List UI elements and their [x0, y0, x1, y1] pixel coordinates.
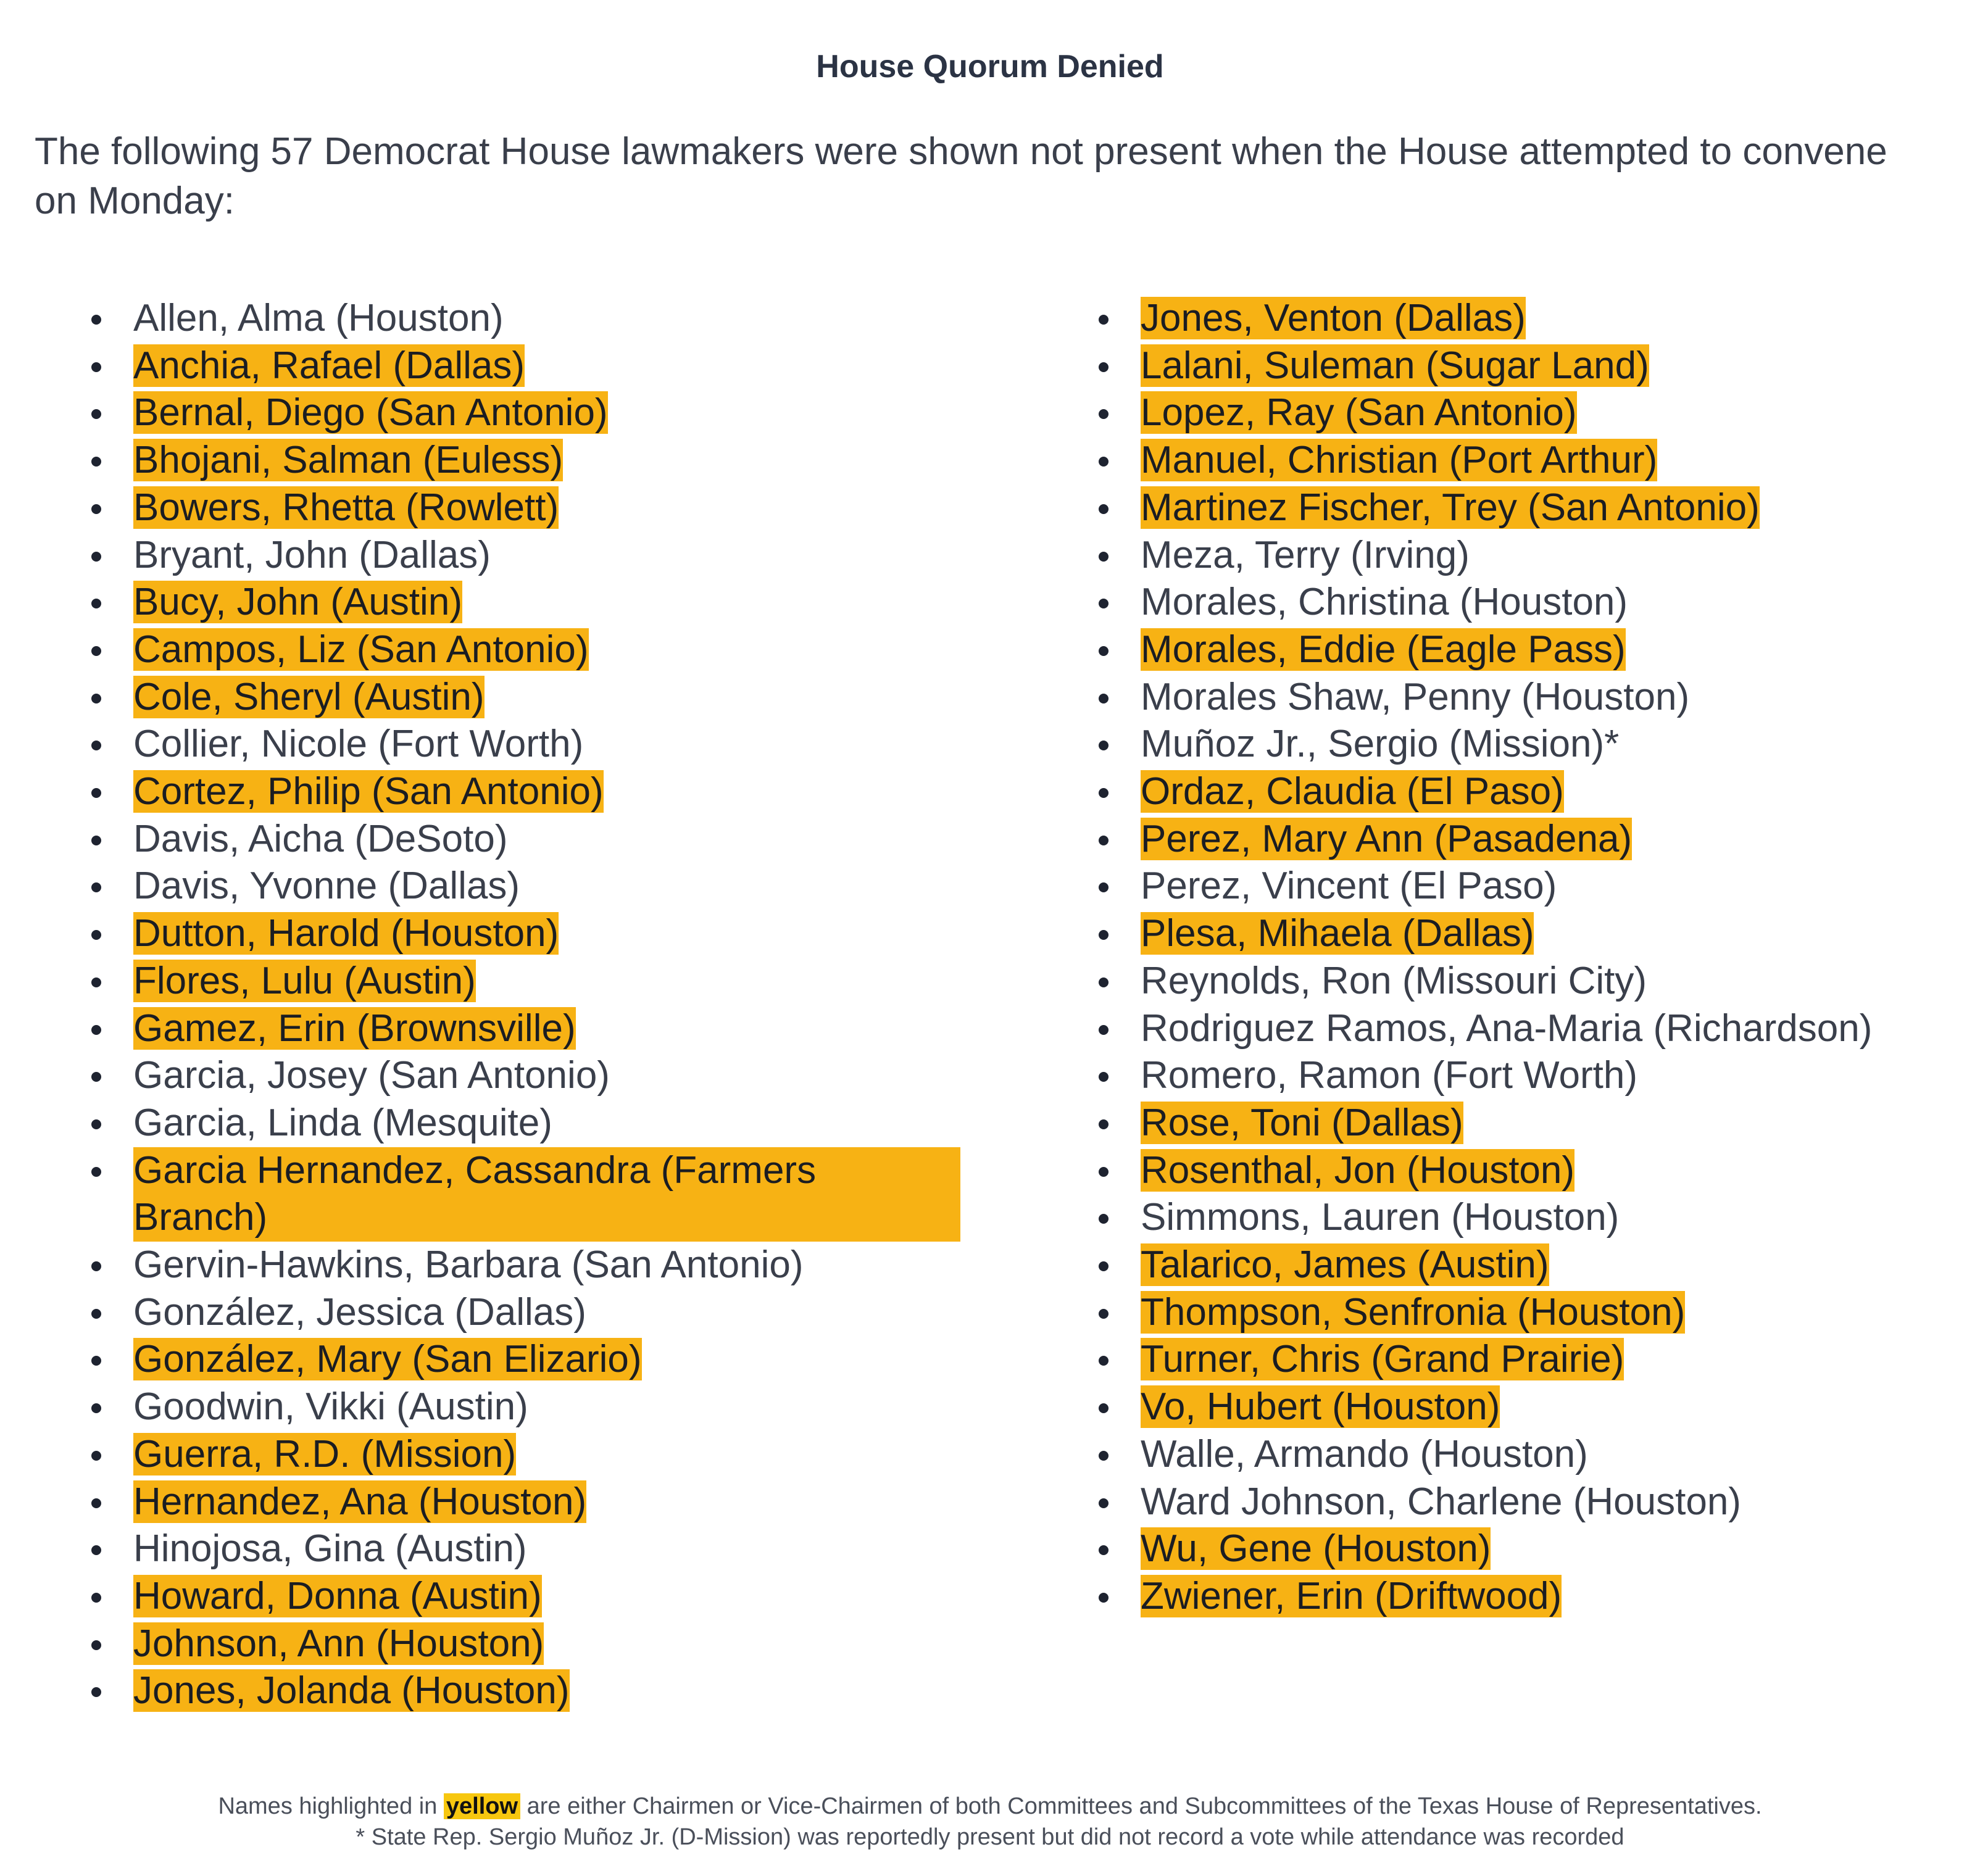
bullet-icon — [1099, 836, 1109, 845]
bullet-icon — [1099, 977, 1109, 987]
list-item — [86, 721, 1049, 768]
lawmaker-name: Talarico, James (Austin) — [1141, 1243, 1549, 1287]
lawmaker-name: Rose, Toni (Dallas) — [1141, 1101, 1463, 1144]
bullet-icon — [91, 599, 101, 608]
lawmaker-name: Perez, Vincent (El Paso) — [1141, 865, 1557, 908]
bullet-icon — [91, 788, 101, 798]
bullet-icon — [91, 1640, 101, 1650]
list-item — [1094, 1289, 1970, 1337]
lawmaker-name: González, Mary (San Elizario) — [133, 1338, 642, 1381]
lawmaker-name: Johnson, Ann (Houston) — [133, 1622, 544, 1665]
list-item — [86, 1242, 1049, 1289]
lawmaker-name: Bryant, John (Dallas) — [133, 533, 491, 576]
bullet-icon — [1099, 741, 1109, 750]
list-item — [86, 295, 1049, 342]
lawmaker-name: Ordaz, Claudia (El Paso) — [1141, 770, 1564, 813]
list-item — [1094, 958, 1970, 1005]
lawmaker-name: Davis, Aicha (DeSoto) — [133, 817, 508, 860]
bullet-icon — [1099, 409, 1109, 419]
list-item — [1094, 579, 1970, 626]
list-item — [86, 910, 1049, 958]
bullet-icon — [1099, 930, 1109, 940]
lawmaker-name: Cole, Sheryl (Austin) — [133, 675, 485, 718]
list-item — [86, 1147, 1049, 1242]
list-item — [1094, 674, 1970, 721]
lawmaker-name: Martinez Fischer, Trey (San Antonio) — [1141, 486, 1760, 529]
list-item — [86, 1431, 1049, 1479]
bullet-icon — [91, 977, 101, 987]
bullet-icon — [91, 457, 101, 467]
list-item — [86, 579, 1049, 626]
lawmaker-name: Dutton, Harold (Houston) — [133, 912, 559, 955]
list-item — [86, 342, 1049, 390]
list-item — [1094, 1525, 1970, 1573]
list-item — [1094, 1052, 1970, 1100]
lawmaker-name: Garcia, Josey (San Antonio) — [133, 1054, 610, 1097]
bullet-icon — [1099, 1403, 1109, 1413]
lawmaker-name: Walle, Armando (Houston) — [1141, 1432, 1588, 1475]
bullet-icon — [91, 1025, 101, 1035]
bullet-icon — [1099, 315, 1109, 325]
lawmaker-name: Manuel, Christian (Port Arthur) — [1141, 439, 1658, 482]
lawmaker-name: Rosenthal, Jon (Houston) — [1141, 1148, 1575, 1192]
bullet-icon — [1099, 362, 1109, 372]
bullet-icon — [91, 1403, 101, 1413]
bullet-icon — [91, 409, 101, 419]
list-item — [1094, 532, 1970, 579]
bullet-icon — [91, 1593, 101, 1603]
bullet-icon — [1099, 646, 1109, 656]
lawmaker-name: Wu, Gene (Houston) — [1141, 1527, 1491, 1571]
bullet-icon — [1099, 1498, 1109, 1508]
list-item — [86, 1005, 1049, 1053]
lawmaker-name: Gamez, Erin (Brownsville) — [133, 1006, 576, 1050]
left-name-list — [86, 295, 1049, 1715]
lawmaker-name: Lalani, Suleman (Sugar Land) — [1141, 344, 1649, 387]
lawmaker-name: Vo, Hubert (Houston) — [1141, 1385, 1500, 1429]
bullet-icon — [1099, 882, 1109, 892]
lawmaker-name: Davis, Yvonne (Dallas) — [133, 865, 520, 908]
bullet-icon — [1099, 1214, 1109, 1224]
list-item — [1094, 626, 1970, 674]
lawmaker-name: Collier, Nicole (Fort Worth) — [133, 723, 584, 766]
list-item — [86, 1573, 1049, 1621]
list-item — [1094, 389, 1970, 437]
bullet-icon — [91, 1072, 101, 1082]
list-item — [86, 863, 1049, 910]
bullet-icon — [91, 741, 101, 750]
list-item — [1094, 1384, 1970, 1431]
lawmaker-name: Howard, Donna (Austin) — [133, 1574, 542, 1617]
lawmaker-name: Hinojosa, Gina (Austin) — [133, 1527, 527, 1571]
bullet-icon — [1099, 1545, 1109, 1555]
list-item — [1094, 1005, 1970, 1053]
list-item — [1094, 1242, 1970, 1289]
list-item — [1094, 437, 1970, 484]
lawmaker-name: Cortez, Philip (San Antonio) — [133, 770, 604, 813]
list-item — [86, 389, 1049, 437]
lawmaker-name: Gervin-Hawkins, Barbara (San Antonio) — [133, 1243, 804, 1287]
lawmaker-name: Plesa, Mihaela (Dallas) — [1141, 912, 1534, 955]
bullet-icon — [91, 1687, 101, 1697]
lawmaker-name: Turner, Chris (Grand Prairie) — [1141, 1338, 1624, 1381]
lawmaker-name: Morales, Christina (Houston) — [1141, 581, 1628, 624]
bullet-icon — [1099, 1072, 1109, 1082]
list-item — [86, 674, 1049, 721]
list-item — [86, 626, 1049, 674]
list-item — [1094, 1100, 1970, 1147]
bullet-icon — [91, 315, 101, 325]
list-item — [1094, 484, 1970, 532]
right-name-list — [1094, 295, 1970, 1621]
lawmaker-name: Guerra, R.D. (Mission) — [133, 1432, 517, 1475]
list-item — [86, 437, 1049, 484]
list-item — [86, 768, 1049, 816]
footnote-line-1-after: are either Chairmen or Vice-Chairmen of both Committees and Subcommittees of the Texas House of Representatives. — [526, 1793, 1762, 1819]
bullet-icon — [91, 882, 101, 892]
list-item — [1094, 863, 1970, 910]
footnote-line-2: * State Rep. Sergio Muñoz Jr. (D-Mission) was reportedly present but did not record a vote while attendance was recorded — [356, 1824, 1624, 1850]
list-item — [1094, 1194, 1970, 1242]
list-item — [86, 1621, 1049, 1668]
bullet-icon — [91, 930, 101, 940]
lawmaker-name: Morales Shaw, Penny (Houston) — [1141, 675, 1690, 718]
bullet-icon — [91, 1119, 101, 1129]
bullet-icon — [1099, 1356, 1109, 1366]
bullet-icon — [91, 552, 101, 562]
lawmaker-name: Reynolds, Ron (Missouri City) — [1141, 959, 1647, 1002]
lawmaker-name: Bernal, Diego (San Antonio) — [133, 391, 608, 434]
bullet-icon — [1099, 694, 1109, 704]
bullet-icon — [91, 646, 101, 656]
bullet-icon — [91, 836, 101, 845]
lawmaker-name: Bowers, Rhetta (Rowlett) — [133, 486, 559, 529]
footnote-line-1 — [0, 1791, 1980, 1822]
list-item — [86, 1525, 1049, 1573]
bullet-icon — [1099, 1025, 1109, 1035]
list-item — [1094, 721, 1970, 768]
lawmaker-name: Hernandez, Ana (Houston) — [133, 1480, 587, 1523]
bullet-icon — [1099, 1167, 1109, 1177]
list-item — [86, 958, 1049, 1005]
list-item — [1094, 816, 1970, 863]
footnote-line-1-before: Names highlighted in — [218, 1793, 438, 1819]
lawmaker-name: Zwiener, Erin (Driftwood) — [1141, 1574, 1562, 1617]
lawmaker-name: Bhojani, Salman (Euless) — [133, 439, 564, 482]
list-item — [86, 1289, 1049, 1337]
bullet-icon — [1099, 1119, 1109, 1129]
lawmaker-name: Flores, Lulu (Austin) — [133, 959, 476, 1002]
lawmaker-name: Perez, Mary Ann (Pasadena) — [1141, 817, 1633, 860]
lawmaker-name: Anchia, Rafael (Dallas) — [133, 344, 525, 387]
list-item — [86, 816, 1049, 863]
list-item — [86, 1384, 1049, 1431]
list-item — [86, 1052, 1049, 1100]
bullet-icon — [91, 1498, 101, 1508]
bullet-icon — [1099, 1309, 1109, 1319]
bullet-icon — [1099, 788, 1109, 798]
intro-paragraph: The following 57 Democrat House lawmakers were shown not present when the House attempted to convene on Monday: — [35, 130, 1887, 222]
bullet-icon — [91, 1309, 101, 1319]
bullet-icon — [91, 1451, 101, 1461]
list-item — [1094, 910, 1970, 958]
list-item — [1094, 1479, 1970, 1526]
lawmaker-name: Muñoz Jr., Sergio (Mission)* — [1141, 723, 1620, 766]
bullet-icon — [1099, 599, 1109, 608]
bullet-icon — [1099, 552, 1109, 562]
lawmaker-name: Ward Johnson, Charlene (Houston) — [1141, 1480, 1741, 1523]
list-item — [86, 1336, 1049, 1384]
list-item — [1094, 295, 1970, 342]
bullet-icon — [1099, 457, 1109, 467]
bullet-icon — [1099, 504, 1109, 514]
bullet-icon — [91, 362, 101, 372]
lawmaker-name: Morales, Eddie (Eagle Pass) — [1141, 628, 1626, 671]
lawmaker-name: Romero, Ramon (Fort Worth) — [1141, 1054, 1638, 1097]
list-item — [86, 1667, 1049, 1715]
bullet-icon — [91, 694, 101, 704]
lawmaker-name: Rodriguez Ramos, Ana-Maria (Richardson) — [1141, 1006, 1873, 1050]
lawmaker-name: González, Jessica (Dallas) — [133, 1290, 586, 1334]
lawmaker-name: Garcia, Linda (Mesquite) — [133, 1101, 552, 1144]
lawmaker-name: Garcia Hernandez, Cassandra (Farmers Branch) — [133, 1147, 960, 1242]
bullet-icon — [91, 1261, 101, 1271]
list-item — [1094, 768, 1970, 816]
lawmaker-name: Campos, Liz (San Antonio) — [133, 628, 589, 671]
lawmaker-name: Jones, Venton (Dallas) — [1141, 297, 1526, 339]
list-item — [86, 1479, 1049, 1526]
list-item — [86, 1100, 1049, 1147]
page-title: House Quorum Denied — [816, 49, 1164, 85]
lawmaker-name: Meza, Terry (Irving) — [1141, 533, 1470, 576]
list-item — [1094, 1431, 1970, 1479]
list-item — [1094, 1147, 1970, 1195]
lawmaker-name: Jones, Jolanda (Houston) — [133, 1669, 570, 1712]
bullet-icon — [91, 1545, 101, 1555]
list-item — [1094, 342, 1970, 390]
bullet-icon — [91, 1356, 101, 1366]
list-item — [86, 484, 1049, 532]
lawmaker-name: Simmons, Lauren (Houston) — [1141, 1196, 1620, 1239]
bullet-icon — [91, 1167, 101, 1177]
bullet-icon — [1099, 1261, 1109, 1271]
list-item — [1094, 1336, 1970, 1384]
footnote — [0, 1791, 1980, 1853]
yellow-legend-mark: yellow — [444, 1793, 520, 1819]
bullet-icon — [1099, 1451, 1109, 1461]
bullet-icon — [91, 504, 101, 514]
lawmaker-name: Allen, Alma (Houston) — [133, 297, 504, 339]
lawmaker-name: Goodwin, Vikki (Austin) — [133, 1385, 528, 1429]
list-item — [1094, 1573, 1970, 1621]
list-item — [86, 532, 1049, 579]
lawmaker-name: Bucy, John (Austin) — [133, 581, 462, 624]
lawmaker-name: Thompson, Senfronia (Houston) — [1141, 1290, 1686, 1334]
lawmaker-name: Lopez, Ray (San Antonio) — [1141, 391, 1577, 434]
bullet-icon — [1099, 1593, 1109, 1603]
